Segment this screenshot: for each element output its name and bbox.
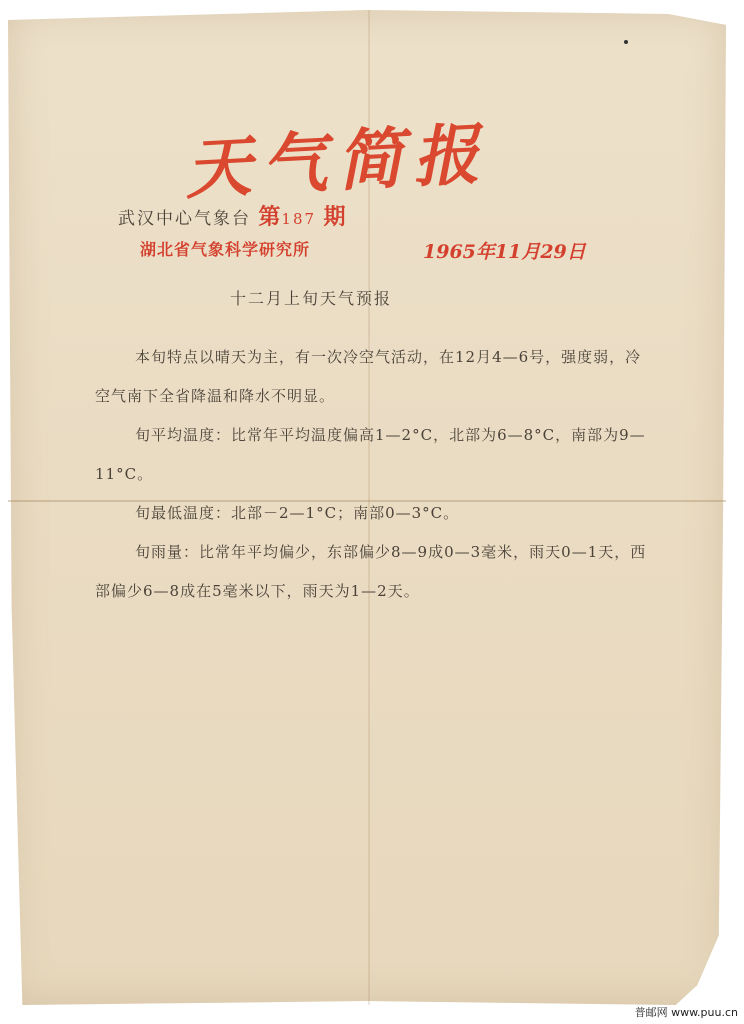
issue-line [118, 200, 346, 231]
issue-date: 1965年11月29日 [423, 241, 586, 263]
institute-stamp: 湖北省气象科学研究所 [140, 240, 311, 259]
site-watermark: 普邮网 www.puu.cn [634, 1006, 738, 1019]
paragraph-summary: 本旬特点以晴天为主，有一次冷空气活动，在12月4—6号，强度弱，冷空气南下全省降温和降水不明显。 [95, 348, 642, 405]
issue-prefix: 第 [258, 204, 282, 230]
station-name: 武汉中心气象台 [118, 209, 251, 229]
ink-speck [624, 40, 628, 44]
paragraph-avg-temp: 旬平均温度：比常年平均温度偏高1—2°C，北部为6—8°C，南部为9—11°C。 [95, 426, 646, 483]
forecast-body [95, 338, 655, 611]
paragraph-min-temp: 旬最低温度：北部－2—1°C；南部0—3°C。 [135, 504, 460, 522]
issue-suffix: 期 [323, 204, 347, 230]
forecast-heading: 十二月上旬天气预报 [230, 289, 393, 308]
issue-number: 187 [281, 210, 317, 228]
paragraph-rainfall: 旬雨量：比常年平均偏少，东部偏少8—9成0—3毫米，雨天0—1天，西部偏少6—8成在5毫米以下，雨天为1—2天。 [95, 543, 647, 600]
masthead-title: 天气简报 [183, 114, 491, 209]
